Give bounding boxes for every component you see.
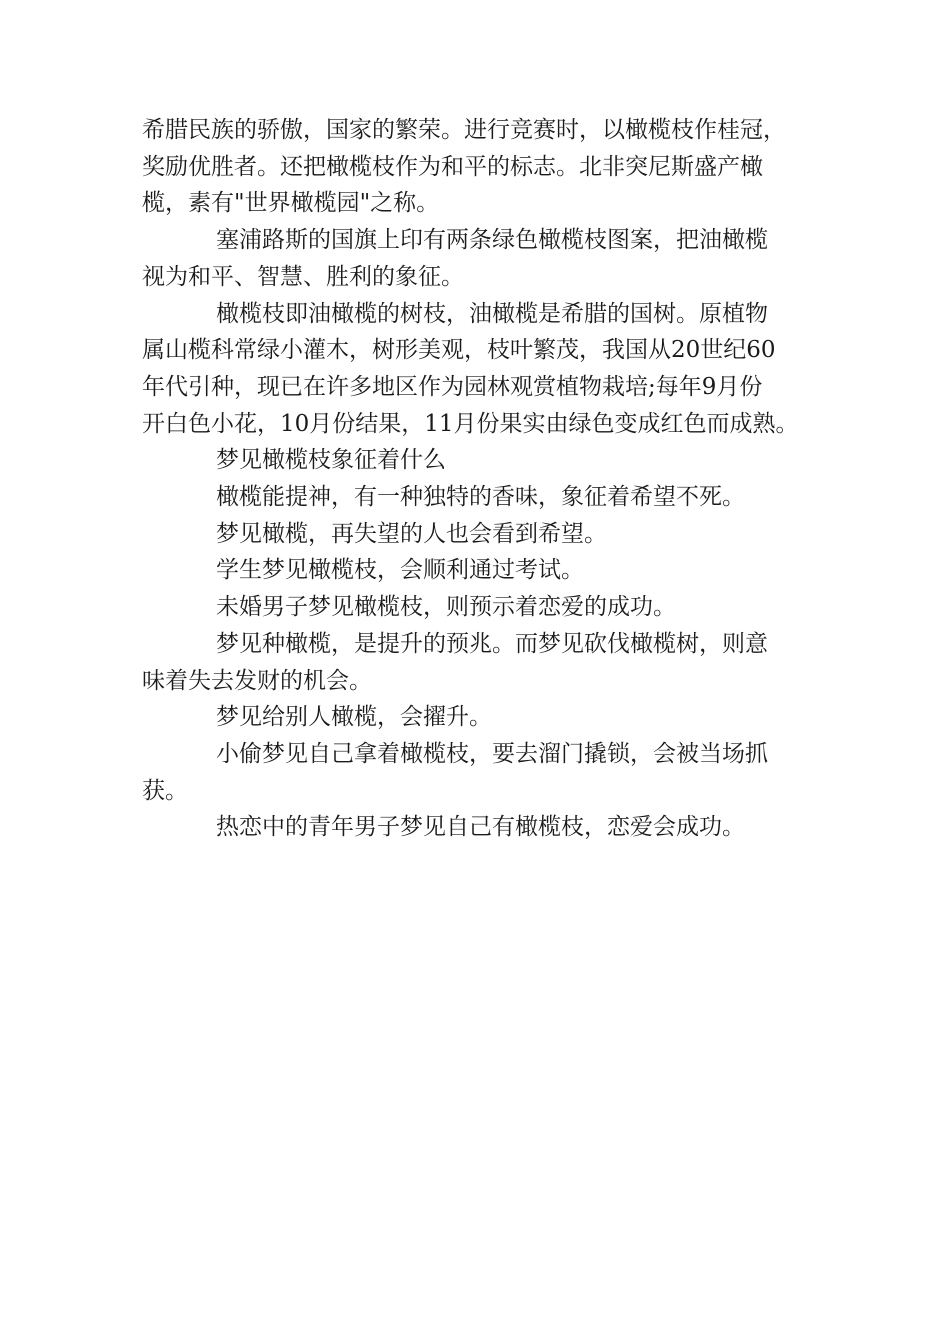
paragraph-10 — [142, 699, 818, 736]
text-line: 榄，素有"世界橄榄园"之称。 — [142, 190, 440, 217]
text-line: 希腊民族的骄傲，国家的繁荣。进行竞赛时，以橄榄枝作桂冠， — [142, 117, 786, 143]
text-line: 梦见橄榄枝象征着什么 — [216, 447, 446, 474]
paragraph-1 — [142, 112, 818, 222]
text-line: 年代引种，现已在许多地区作为园林观赏植物栽培;每年9月份 — [142, 373, 763, 400]
paragraph-heading-dream — [142, 442, 818, 479]
paragraph-5 — [142, 479, 818, 516]
text-line: 视为和平、智慧、胜利的象征。 — [142, 263, 464, 290]
text-line: 热恋中的青年男子梦见自己有橄榄枝，恋爱会成功。 — [216, 814, 745, 841]
text-line: 属山榄科常绿小灌木，树形美观，枝叶繁茂，我国从20世纪60 — [142, 337, 776, 364]
paragraph-9 — [142, 626, 818, 699]
text-line: 获。 — [142, 777, 188, 804]
paragraph-7 — [142, 552, 818, 589]
document-body — [142, 112, 818, 846]
paragraph-2 — [142, 222, 818, 295]
text-line: 橄榄能提神，有一种独特的香味，象征着希望不死。 — [216, 484, 745, 511]
paragraph-12 — [142, 809, 818, 846]
text-line: 奖励优胜者。还把橄榄枝作为和平的标志。北非突尼斯盛产橄 — [142, 153, 763, 180]
text-line: 学生梦见橄榄枝，会顺利通过考试。 — [216, 557, 584, 584]
paragraph-6 — [142, 516, 818, 553]
text-line: 橄榄枝即油橄榄的树枝，油橄榄是希腊的国树。原植物 — [216, 300, 768, 327]
text-line: 未婚男子梦见橄榄枝，则预示着恋爱的成功。 — [216, 594, 676, 621]
text-line: 味着失去发财的机会。 — [142, 667, 372, 694]
text-line: 梦见橄榄，再失望的人也会看到希望。 — [216, 520, 607, 547]
text-line: 梦见种橄榄，是提升的预兆。而梦见砍伐橄榄树，则意 — [216, 630, 768, 657]
paragraph-11 — [142, 736, 818, 809]
text-line: 小偷梦见自己拿着橄榄枝，要去溜门撬锁，会被当场抓 — [216, 740, 768, 767]
text-line: 开白色小花，10月份结果，11月份果实由绿色变成红色而成熟。 — [142, 410, 799, 437]
paragraph-3 — [142, 296, 818, 443]
text-line: 梦见给别人橄榄，会擢升。 — [216, 704, 492, 731]
text-line: 塞浦路斯的国旗上印有两条绿色橄榄枝图案，把油橄榄 — [216, 227, 768, 254]
paragraph-8 — [142, 589, 818, 626]
